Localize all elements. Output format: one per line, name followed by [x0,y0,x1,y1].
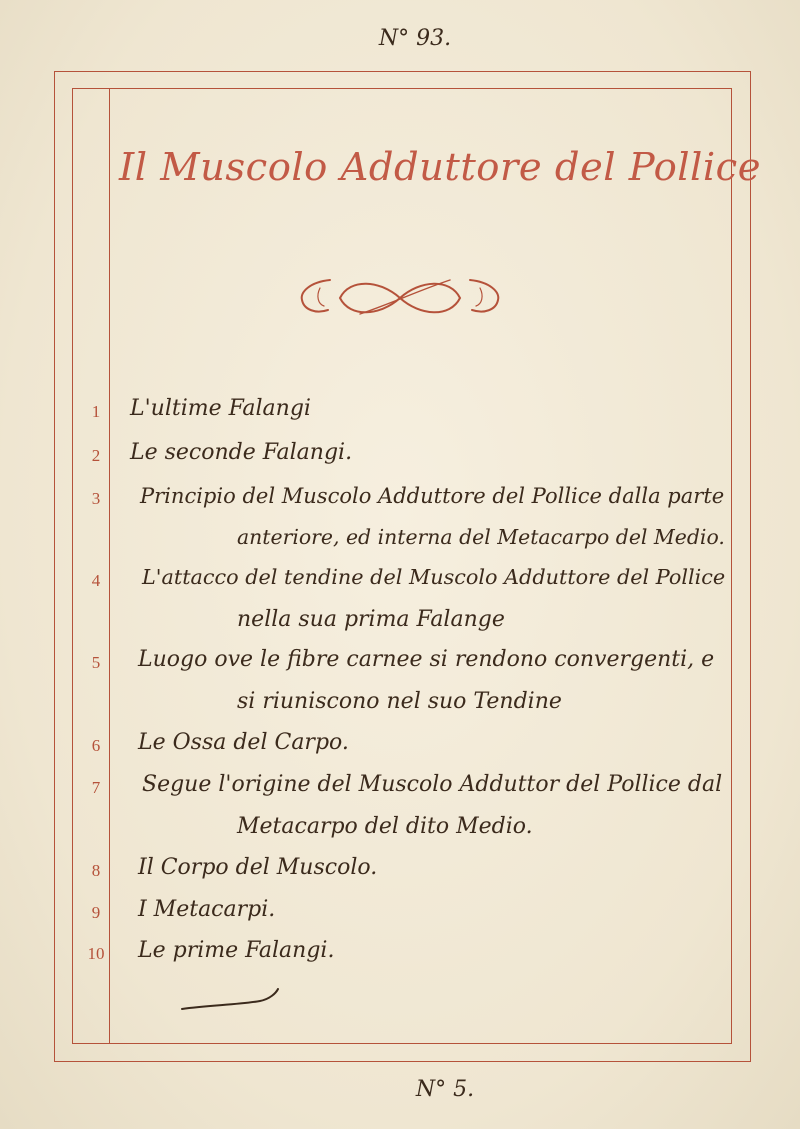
entry-text-line: Metacarpo del dito Medio. [237,814,533,839]
tailpiece-flourish-icon [178,985,288,1015]
entry-number: 6 [91,736,101,755]
entry-number: 5 [91,653,101,672]
page-title: Il Muscolo Adduttore del Pollice [119,145,761,190]
entry-number: 8 [91,861,101,880]
entry-text-line: L'attacco del tendine del Muscolo Adduttore del Pollice [142,565,726,589]
entry-text-line: Le Ossa del Carpo. [138,730,349,755]
entry-text-line: Il Corpo del Muscolo. [138,855,378,880]
entry-text-line: Principio del Muscolo Adduttore del Pollice dalla parte [140,483,725,508]
entry-number: 7 [91,778,101,797]
entry-text-line: Segue l'origine del Muscolo Adduttor del Pollice dal [142,772,723,797]
entry-number: 1 [91,402,101,421]
entry-number: 3 [91,489,101,508]
folio-number-top: N° 93. [378,26,452,51]
entry-text-line: Luogo ove le fibre carnee si rendono convergenti, e [138,647,715,672]
entry-number: 4 [91,571,101,590]
entry-text-line: Le prime Falangi. [138,938,335,963]
decorative-flourish-icon [290,268,510,328]
entry-number: 9 [91,903,101,922]
entry-text-line: I Metacarpi. [138,897,276,922]
entry-number: 10 [87,944,105,963]
entry-text-line: Le seconde Falangi. [130,440,353,465]
margin-rule [109,88,110,1044]
entry-number: 2 [91,446,101,465]
folio-number-bottom: N° 5. [415,1077,475,1102]
entry-text-line: si riuniscono nel suo Tendine [237,689,562,714]
entry-text-line: anteriore, ed interna del Metacarpo del Medio. [237,525,725,549]
entry-text-line: nella sua prima Falange [237,607,505,632]
entry-text-line: L'ultime Falangi [130,396,311,421]
